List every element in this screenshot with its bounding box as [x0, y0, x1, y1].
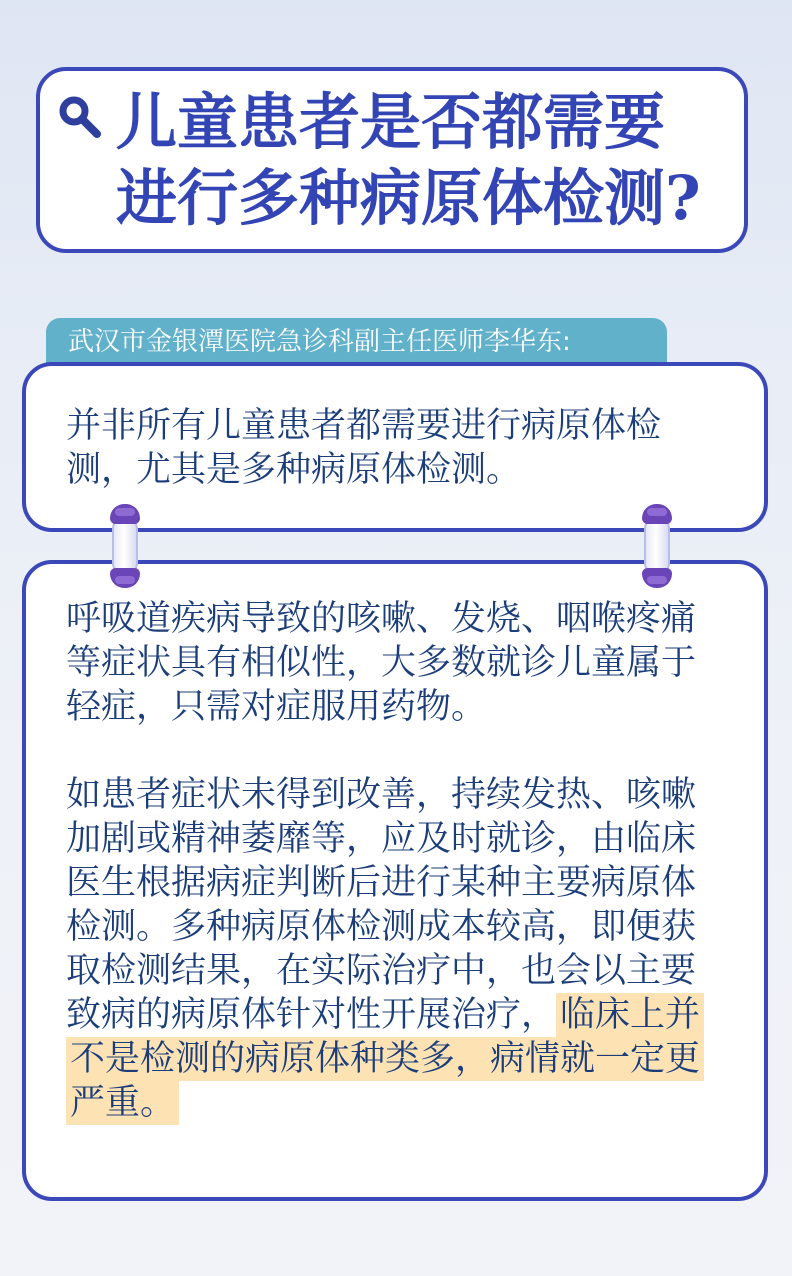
author-label: 武汉市金银潭医院急诊科副主任医师李华东: [46, 318, 667, 370]
search-icon [58, 95, 102, 139]
summary-text: 并非所有儿童患者都需要进行病原体检测，尤其是多种病原体检测。 [66, 406, 662, 490]
highlighted-conclusion: 临床上并不是检测的病原体种类多，病情就一定更严重。 [66, 993, 704, 1125]
title-card [36, 67, 748, 253]
binder-ring-left [112, 504, 138, 588]
page-title [116, 85, 736, 237]
title-line-2: 进行多种病原体检测? [116, 163, 701, 234]
detail-paragraph-2-text: 如患者症状未得到改善，持续发热、咳嗽加剧或精神萎靡等，应及时就诊，由临床医生根据病症判断后进行某种主要病原体检测。多种病原体检测成本较高，即便获取检测结果，在实际治疗中，也会以主要致病的病原体针对性开展治疗， [66, 775, 697, 1035]
detail-paragraph-1: 呼吸道疾病导致的咳嗽、发烧、咽喉疼痛等症状具有相似性，大多数就诊儿童属于轻症，只需对症服用药物。 [66, 599, 697, 727]
title-line-1: 儿童患者是否都需要 [116, 87, 666, 158]
detail-paragraph-2 [66, 773, 728, 1125]
answer-detail-card [22, 560, 768, 1201]
binder-ring-right [644, 504, 670, 588]
